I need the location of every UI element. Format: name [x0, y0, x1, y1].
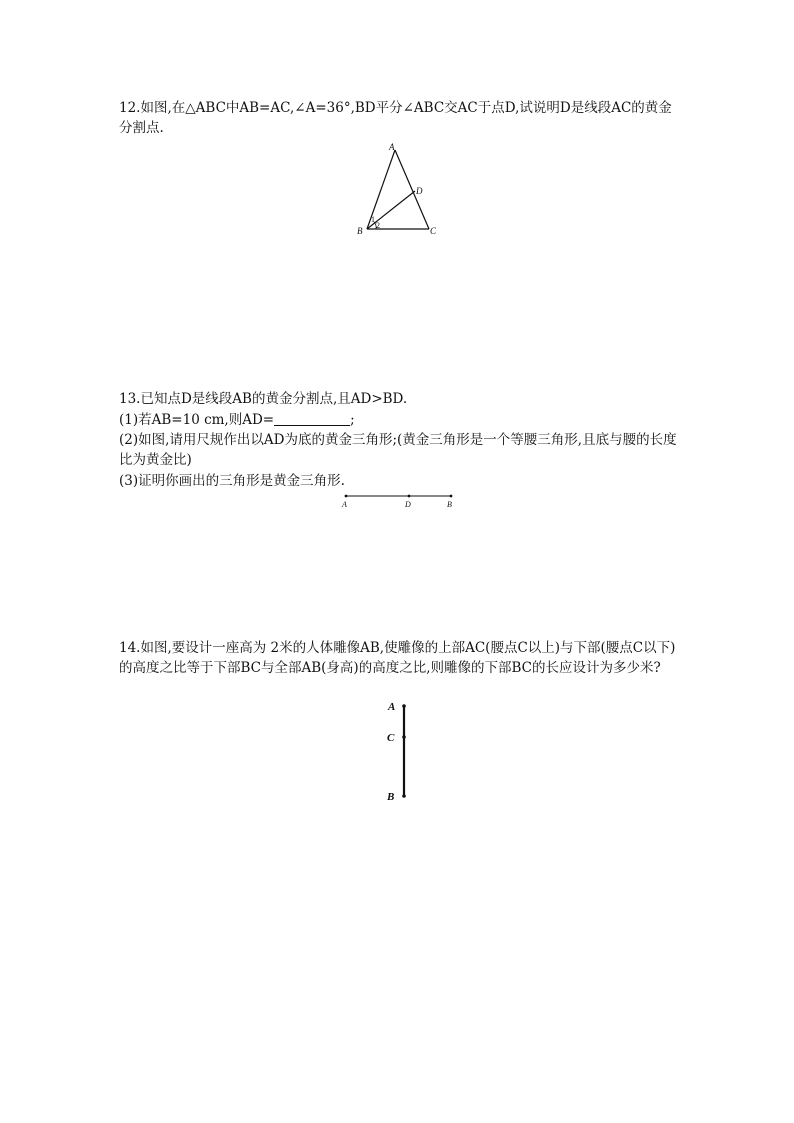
point-d [408, 495, 411, 498]
side-ac [395, 150, 429, 229]
label-c: C [430, 226, 437, 236]
question-14-text: 14.如图,要设计一座高为 2米的人体雕像AB,使雕像的上部AC(腰点C以上)与下部(腰点C以下)的高度之比等于下部BC与全部AB(身高)的高度之比,则雕像的下部BC的长应设计为多少米? [119, 640, 676, 676]
label-d: D [416, 186, 423, 196]
label-b: B [387, 791, 395, 803]
point-a [345, 495, 348, 498]
segment-adb-figure [340, 490, 460, 510]
point-b [402, 794, 406, 798]
part-1-suffix: ; [350, 412, 355, 428]
label-a: A [342, 500, 347, 509]
point-c [402, 735, 406, 739]
question-13-part-1 [119, 410, 679, 430]
label-d: D [405, 500, 411, 509]
label-a: A [388, 701, 396, 713]
question-12-text: 12.如图,在△ABC中AB=AC,∠A=36°,BD平分∠ABC交AC于点D,试说明D是线段AC的黄金分割点. [119, 100, 672, 136]
label-c: C [387, 732, 395, 744]
label-b: B [447, 500, 452, 509]
label-b: B [357, 226, 363, 236]
point-a [402, 704, 406, 708]
label-angle-1: 1 [371, 215, 375, 224]
label-a: A [389, 142, 395, 152]
question-13-part-3: (3)证明你画出的三角形是黄金三角形. [119, 473, 345, 489]
part-1-prefix: (1)若AB=10 cm,则AD= [119, 412, 275, 428]
question-13-part-2: (2)如图,请用尺规作出以AD为底的黄金三角形;(黄金三角形是一个等腰三角形,且底与腰的长度比为黄金比) [119, 432, 677, 468]
label-angle-2: 2 [376, 221, 380, 230]
point-b [450, 495, 453, 498]
triangle-abc-figure [352, 142, 452, 242]
statue-ab-figure [382, 698, 422, 808]
question-13-stem: 13.已知点D是线段AB的黄金分割点,且AD>BD. [119, 391, 408, 407]
answer-blank [274, 411, 350, 426]
